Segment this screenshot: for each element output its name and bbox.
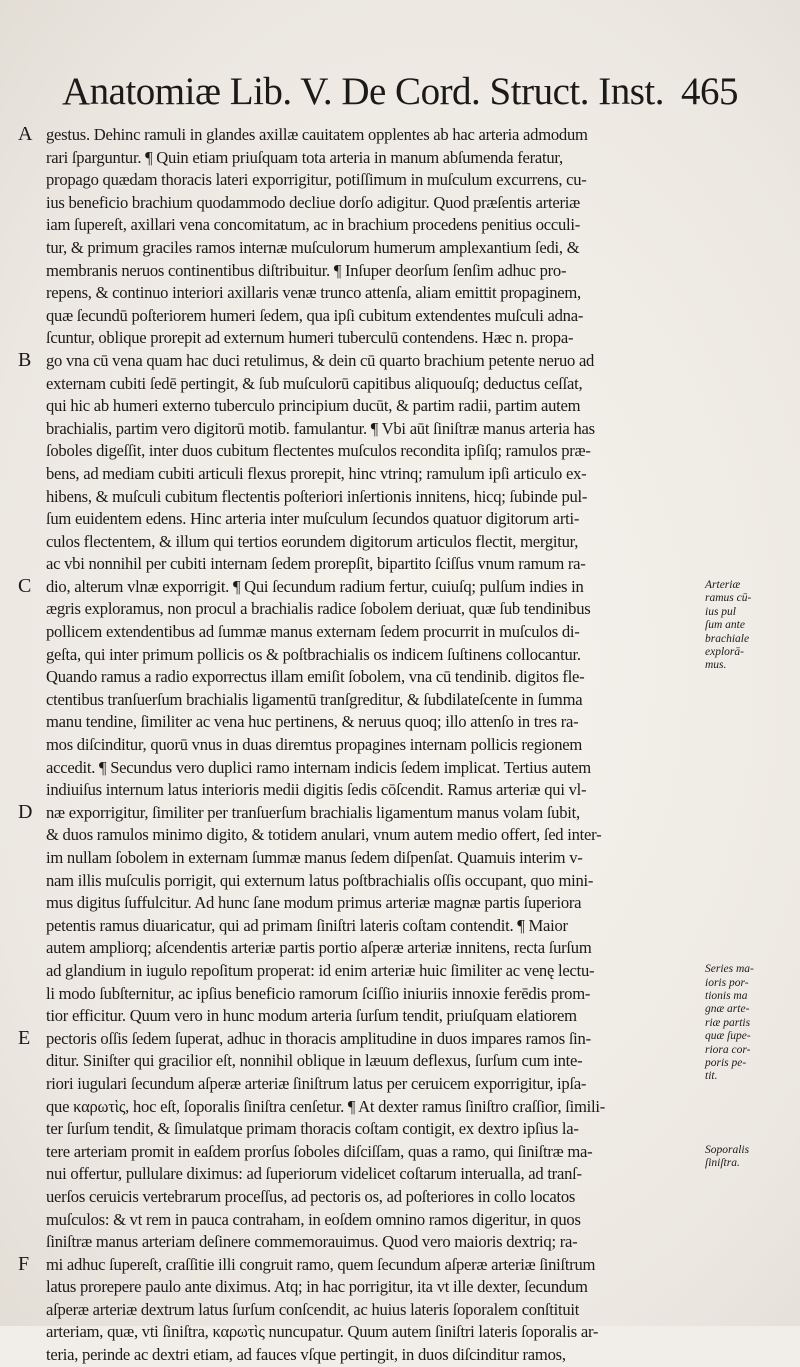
margin-note-line: poris pe- [705,1057,747,1070]
text-line: externam cubiti ſedē pertingit, & ſub muſculorū capitibus aliquouſq; deductus ceſſat, [46,373,583,393]
text-line: mi adhuc ſupereſt, craſſitie illi congruit ramo, quem ſecundum aſperæ arteriæ ſiniſtrum [46,1254,596,1274]
text-line: muſculos: & vt rem in pauca contraham, in eoſdem omnino ramos digeritur, in quos [46,1209,581,1229]
text-line: ad glandium in iugulo repoſitum properat: id enim arteriæ huic ſimiliter ac venę lectu- [46,960,595,980]
text-line: ægris exploramus, non procul a brachialis radice ſobolem deriuat, quæ ſub tendinibus [46,599,591,619]
text-line: arteriam, quæ, vti ſiniſtra, καρωτὶς nuncupatur. Quum autem ſiniſtri lateris ſoporalis ar- [46,1322,599,1342]
margin-note-line: ius pul [705,605,736,618]
section-letter: D [18,801,33,823]
text-line: ditur. Siniſter qui gracilior eſt, nonnihil oblique in læuum deflexus, ſurſum cum inte- [46,1051,583,1071]
section-letter: B [18,349,32,371]
section-letter: A [18,123,33,145]
margin-note-line: ſiniſtra. [705,1157,740,1170]
text-line: hibens, & muſculi cubitum flectentis poſteriori inſertionis innitens, hicq; ſubinde pul- [46,486,588,506]
text-line: ter ſurſum tendit, & ſimulatque primam thoracis coſtam contigit, ex dextro ipſius la- [46,1119,579,1139]
margin-note-line: Soporalis [705,1144,750,1156]
text-line: brachialis, partim vero digitorū motib. famulantur. ¶ Vbi aūt ſiniſtræ manus arteria has [46,418,595,438]
text-line: uerſos ceruicis vertebrarum proceſſus, ad pectoris os, ad poſteriores in collo locatos [46,1186,576,1206]
text-line: nui offertur, pullulare diximus: ad ſuperiorum videlicet coſtarum interualla, ad tranſ- [46,1164,582,1184]
text-line: rari ſparguntur. ¶ Quin etiam priuſquam tota arteria in manum abſumenda feratur, [46,147,563,167]
text-line: indiuiſus internum latus interioris medii digitis ſedis cōſcendit. Ramus arteriæ qui vl- [46,780,587,800]
section-letter: E [18,1027,31,1049]
text-line: autem ampliorq; aſcendentis arteriæ partis portio aſperæ arteriæ innitens, recta ſurſum [46,938,592,958]
text-line: accedit. ¶ Secundus vero duplici ramo internam indicis ſedem implicat. Tertius autem [46,757,591,777]
margin-note-line: brachiale [705,632,750,645]
text-line: ac vbi nonnihil per cubiti internam ſedem prorepſit, bipartito ſciſſus vnum ramum ra- [46,554,586,574]
margin-note [705,1144,797,1171]
margin-note-line: tit. [705,1070,718,1083]
text-line: propago quædam thoracis lateri exporrigitur, potiſſimum in muſculum excurrens, cu- [46,170,587,190]
margin-note-line: riæ partis [705,1016,751,1029]
text-line: ius beneficio brachium quodammodo decliue dorſo adigitur. Quod præſentis arteriæ [46,192,580,212]
margin-note-line: ſum ante [705,619,745,632]
section-letter: F [18,1253,30,1275]
text-line: ctentibus tranſuerſum brachialis ligamentū tranſgreditur, & ſubdilateſcente in ſumma [46,689,583,709]
text-line: manu tendine, ſimiliter ac vena huc pertinens, & neruus quoq; illo attenſo in tres ra- [46,712,579,732]
margin-note-line: explorā- [705,646,744,659]
text-line: tior efficitur. Quum vero in hunc modum arteria ſurſum tendit, priuſquam elatiorem [46,1006,577,1026]
margin-note-line: gnæ arte- [705,1003,750,1016]
margin-note-line: Series ma- [705,963,754,976]
text-line: membranis neruos continentibus diſtribuitur. ¶ Inſuper deorſum ſenſim adhuc pro- [46,260,567,280]
text-line: latus prorepere paulo ante diximus. Atq; in hac porrigitur, ita vt ille dexter, ſecundum [46,1277,588,1297]
section-letter: C [18,575,32,597]
running-title: Anatomiæ Lib. V. De Cord. Struct. Inst. [62,70,664,113]
text-line: mus digitus ſuffulcitur. Ad hunc ſane modum primus arteriæ magnæ partis ſuperiora [46,893,582,913]
text-line: li modo ſubſternitur, ac ipſius beneficio ramorum ſciſſio iniuriis innoxie ferēdis prom- [46,983,591,1003]
text-line: go vna cū vena quam hac duci retulimus, & dein cū quarto brachium petente neruo ad [46,350,595,370]
text-line: ſiniſtræ manus arteriam deſinere commemorauimus. Quod vero maioris dextriq; ra- [46,1232,578,1252]
text-line: tere arteriam promit in eaſdem prorſus ſoboles diſciſſam, quas a ramo, qui ſiniſtræ ma- [46,1141,593,1161]
margin-note-line: ramus cū- [705,592,752,605]
text-line: repens, & continuo interiori axillaris venæ trunco attenſa, aliam emittit propaginem, [46,283,581,303]
text-line: mos diſcinditur, quorū vnus in duas diremtus propagines internam pollicis regionem [46,735,583,755]
margin-note-line: tionis ma [705,990,748,1002]
page-number: 465 [681,70,738,113]
text-line: bens, ad mediam cubiti articuli flexus prorepit, hinc vtrinq; ramulum ipſi articulo ex- [46,463,587,483]
text-line: quæ ſecundū poſteriorem humeri ſedem, qua ipſi cubitum extendentes muſculi adna- [46,305,584,325]
text-line: & duos ramulos minimo digito, & totidem anulari, vnum autem medio offert, ſed inter- [46,825,602,845]
text-line: ſcuntur, oblique prorepit ad externum humeri tuberculū contendens. Hæc n. propa- [46,328,574,348]
margin-note-line: quæ ſupe- [705,1030,751,1043]
text-line: geſta, qui inter primum pollicis os & poſtbrachialis os indicem ſuſtinens collocantur. [46,644,581,664]
text-line: næ exporrigitur, ſimiliter per tranſuerſum brachialis ligamentum manus volam ſubit, [46,802,580,822]
margin-note-line: mus. [705,659,727,672]
text-line: ſoboles digeſſit, inter duos cubitum flectentes muſculos recondita ipſiſq; ramulos præ- [46,441,591,461]
text-line: petentis ramus diuaricatur, qui ad primam ſiniſtri lateris coſtam contendit. ¶ Maior [46,915,568,935]
text-line: riori iugulari ſecundum aſperæ arteriæ ſiniſtrum latus per ceruicem exporrigitur, ipſa- [46,1073,587,1093]
running-header [62,70,738,114]
text-line: pollicem extendentibus ad ſummæ manus externam ſedem procurrit in muſculos di- [46,622,580,642]
text-line: teria, perinde ac dextri etiam, ad fauces vſque pertingit, in duos diſcinditur ramos, [46,1345,566,1365]
text-line: tur, & primum graciles ramos internæ muſculorum humerum amplexantium ſedi, & [46,237,580,257]
margin-note-line: riora cor- [705,1043,751,1056]
text-line: pectoris oſſis ſedem ſuperat, adhuc in thoracis amplitudine in duos impares ramos ſin- [46,1028,591,1048]
margin-note-line: Arteriæ [705,579,741,591]
text-line: dio, alterum vlnæ exporrigit. ¶ Qui ſecundum radium fertur, cuiuſq; pulſum indies in [46,576,584,596]
text-line: ſum euidentem edens. Hinc arteria inter muſculum ſecundos quatuor digitorum arti- [46,509,580,529]
text-line: qui hic ab humeri externo tuberculo principium ducūt, & partim radii, partim autem [46,396,581,416]
text-line: culos flectentem, & illum qui tertios eorundem digitorum articulos flectit, mergitur, [46,531,579,551]
text-line: que καρωτὶς, hoc eſt, ſoporalis ſiniſtra cenſetur. ¶ At dexter ramus ſiniſtro craſſior, ſimili- [46,1096,606,1116]
body-text [46,124,702,1367]
margin-note [705,963,797,1084]
text-line: iam ſupereſt, axillari vena concomitatum, ac in brachium procedens penitius occuli- [46,215,581,235]
text-line: gestus. Dehinc ramuli in glandes axillæ cauitatem opplentes ab hac arteria admodum [46,125,588,144]
text-line: Quando ramus a radio exporrectus illam emiſit ſobolem, vna cū tendinib. digitos fle- [46,667,585,687]
margin-note-line: ioris por- [705,976,749,989]
text-line: aſperæ arteriæ dextrum latus ſurſum conſcendit, ac huius lateris ſoporalem conſtituit [46,1299,580,1319]
margin-note [705,579,797,673]
text-line: im nullam ſobolem in externam ſummæ manus ſedem diſpenſat. Quamuis interim v- [46,848,583,867]
text-line: nam illis muſculis porrigit, qui externum latus poſtbrachialis oſſis occupant, quo mini- [46,870,594,890]
